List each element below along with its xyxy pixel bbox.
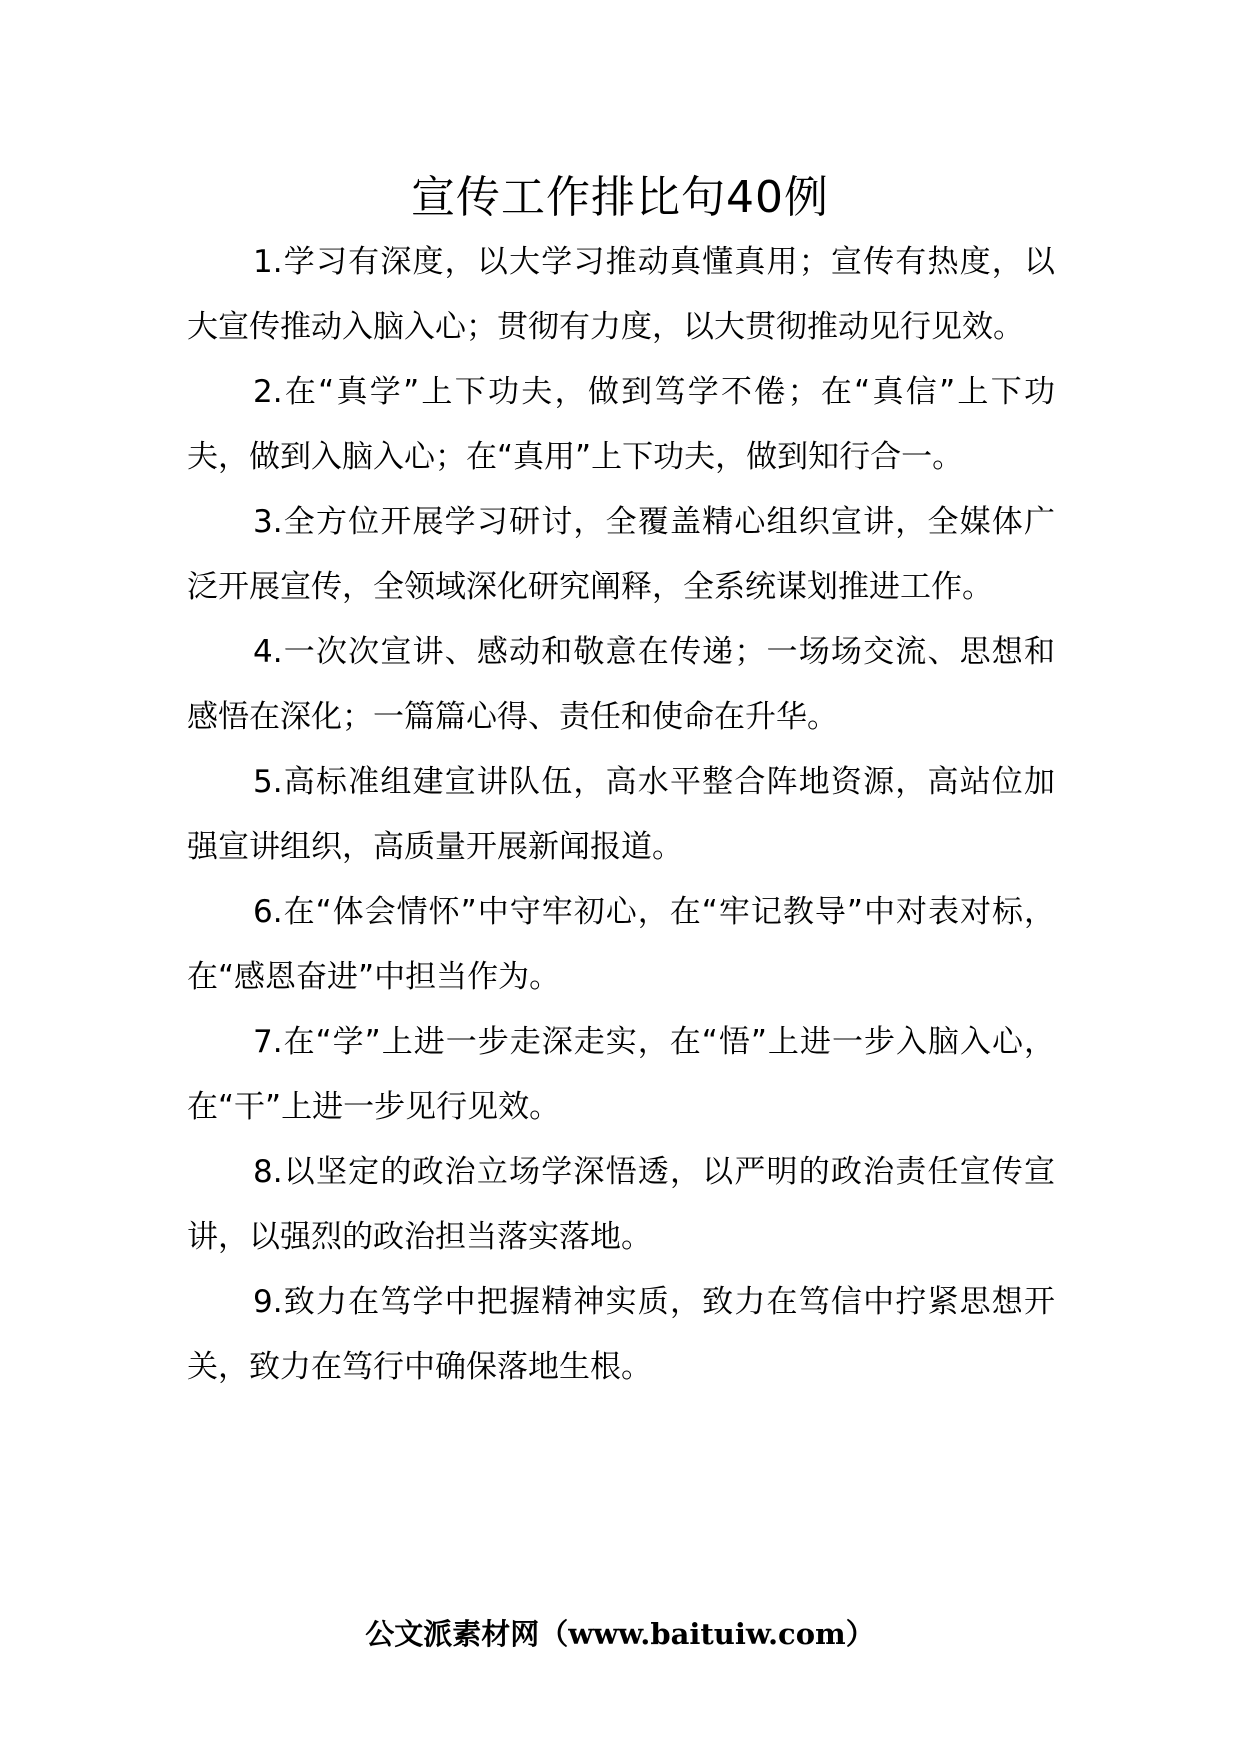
footer-source: 公文派素材网（www.baituiw.com）	[365, 1617, 875, 1651]
paragraph-9: 9.致力在笃学中把握精神实质，致力在笃信中拧紧思想开关，致力在笃行中确保落地生根。	[187, 1284, 1055, 1385]
paragraph-6: 6.在“体会情怀”中守牢初心，在“牢记教导”中对表对标，在“感恩奋进”中担当作为。	[187, 894, 1055, 995]
paragraph-5: 5.高标准组建宣讲队伍，高水平整合阵地资源，高站位加强宣讲组织，高质量开展新闻报道。	[187, 764, 1055, 865]
paragraph-8: 8.以坚定的政治立场学深悟透，以严明的政治责任宣传宣讲，以强烈的政治担当落实落地。	[187, 1154, 1055, 1255]
paragraph-7: 7.在“学”上进一步走深走实，在“悟”上进一步入脑入心，在“干”上进一步见行见效。	[187, 1024, 1055, 1125]
paragraph-4: 4.一次次宣讲、感动和敬意在传递；一场场交流、思想和感悟在深化；一篇篇心得、责任和使命在升华。	[187, 634, 1055, 735]
document-title: 宣传工作排比句40例	[411, 172, 829, 223]
paragraph-1: 1.学习有深度，以大学习推动真懂真用；宣传有热度，以大宣传推动入脑入心；贯彻有力度，以大贯彻推动见行见效。	[187, 244, 1055, 345]
paragraph-3: 3.全方位开展学习研讨，全覆盖精心组织宣讲，全媒体广泛开展宣传，全领域深化研究阐释，全系统谋划推进工作。	[187, 504, 1055, 605]
paragraph-2: 2.在“真学”上下功夫，做到笃学不倦；在“真信”上下功夫，做到入脑入心；在“真用”上下功夫，做到知行合一。	[187, 374, 1055, 475]
document-body	[187, 230, 1055, 1400]
